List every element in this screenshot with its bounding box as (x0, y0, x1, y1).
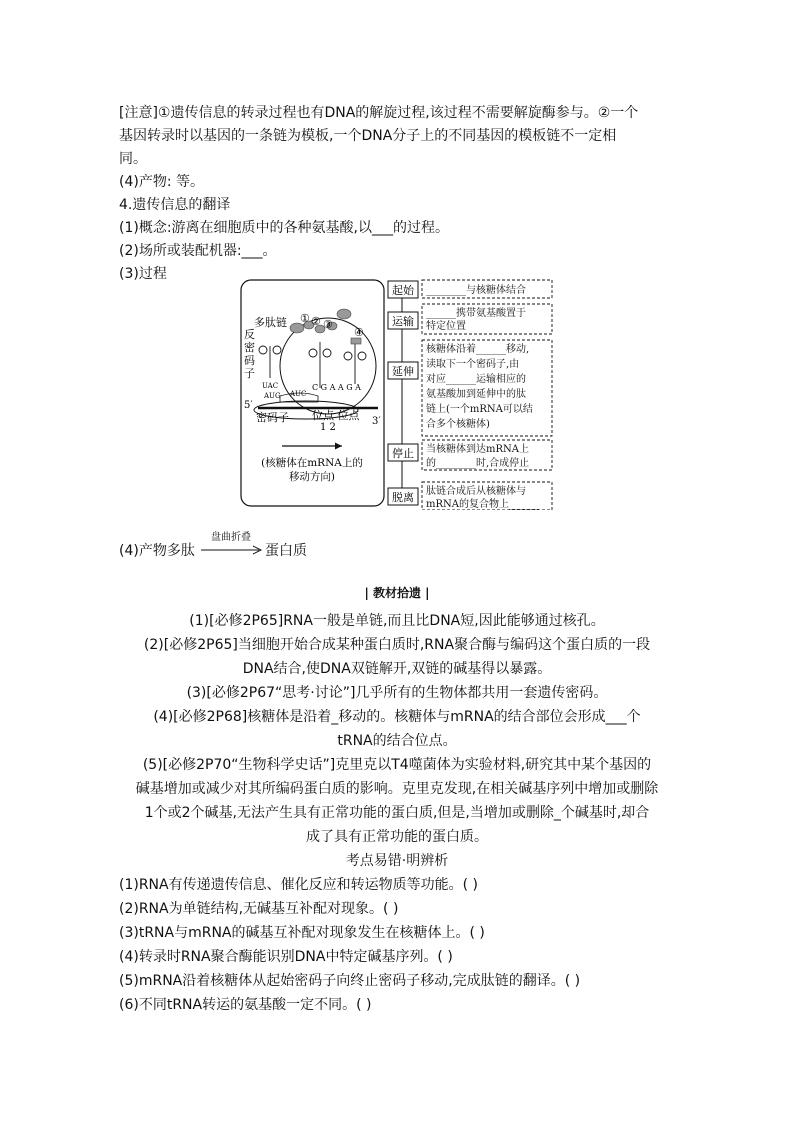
circled-2: ② (311, 315, 321, 328)
desc-transport-2: 特定位置 (426, 321, 466, 332)
desc-release-1: 肽链合成后从核糖体与 (426, 486, 526, 497)
translation-figure (240, 278, 555, 510)
section-title: 4.遗传信息的翻译 (119, 197, 231, 213)
supplement-item-3: (3)[必修2P67“思考·讨论”]几乎所有的生物体都共用一套遗传密码。 (186, 685, 608, 701)
desc-transport-1: ______携带氨基酸置于 (426, 308, 526, 319)
supplement-item-4a: (4)[必修2P68]核糖体是沿着_移动的。核糖体与mRNA的结合部位会形成___个 (153, 709, 641, 725)
stage-release: 脱离 (392, 491, 414, 504)
desc-start: ________与核糖体结合 (426, 285, 526, 296)
anticodon-seq-3: AUC (290, 390, 307, 398)
supplement-item-5b: 碱基增加或减少对其所编码蛋白质的影响。克里克发现,在相关碱基序列中增加或删除 (135, 781, 659, 797)
anticodon-seq-2: AUG (264, 392, 281, 400)
desc-elongate-2: 读取下一个密码子,由 (426, 359, 520, 370)
desc-elongate-1: 核糖体沿着______移动, (426, 344, 530, 355)
circled-1: ① (300, 312, 310, 325)
stage-start: 起始 (392, 284, 414, 297)
circled-3: ③ (323, 318, 333, 331)
sites-label: 位点 位点 (312, 409, 360, 422)
place-line: (2)场所或装配机器:___。 (119, 243, 277, 259)
site-numbers: 1 2 (320, 422, 336, 433)
product-line: (4)产物: 等。 (119, 174, 204, 190)
supplement-item-2a: (2)[必修2P65]当细胞开始合成某种蛋白质时,RNA聚合酶与编码这个蛋白质的一段 (143, 637, 651, 653)
supplement-item-1: (1)[必修2P65]RNA一般是单链,而且比DNA短,因此能够通过核孔。 (189, 613, 605, 629)
product-left: (4)产物多肽 (119, 543, 195, 559)
supplement-title: | 教材拾遗 | (364, 586, 430, 600)
desc-elongate-4: 氨基酸加到延伸中的肽 (426, 389, 526, 400)
error-item-2: (2)RNA为单链结构,无碱基互补配对现象。( ) (119, 901, 399, 917)
codon-sequence: C G A A G A (312, 383, 361, 392)
error-item-4: (4)转录时RNA聚合酶能识别DNA中特定碱基序列。( ) (119, 949, 453, 965)
note-line-3: 同。 (119, 151, 147, 167)
arrow-label: 盘曲折叠 (211, 532, 251, 543)
error-item-5: (5)mRNA沿着核糖体从起始密码子向终止密码子移动,完成肽链的翻译。( ) (119, 973, 581, 989)
polypeptide-label: 多肽链 (254, 316, 287, 329)
desc-elongate-6: 合多个核糖体) (426, 419, 490, 430)
errors-title: 考点易错·明辨析 (345, 853, 449, 869)
error-item-3: (3)tRNA与mRNA的碱基互补配对现象发生在核糖体上。( ) (119, 925, 485, 941)
supplement-item-5d: 成了具有正常功能的蛋白质。 (306, 829, 488, 845)
supplement-item-5a: (5)[必修2P70“生物科学史话”]克里克以T4噬菌体为实验材料,研究其中某个基因的 (142, 757, 652, 773)
fold-arrow (201, 544, 263, 556)
desc-elongate-3: 对应______运输相应的 (426, 374, 526, 385)
desc-stop-2: 的________时,合成停止 (426, 458, 530, 469)
stage-elongate: 延伸 (392, 365, 414, 378)
arrow-caption-2: 移动方向) (288, 471, 336, 483)
anticodon-label-2: 密 (244, 341, 255, 354)
error-item-6: (6)不同tRNA转运的氨基酸一定不同。( ) (119, 997, 372, 1013)
codon-label: 密码子 (256, 411, 289, 424)
process-line: (3)过程 (119, 266, 167, 282)
concept-line: (1)概念:游离在细胞质中的各种氨基酸,以___的过程。 (119, 220, 449, 236)
note-line-2: 基因转录时以基因的一条链为模板,一个DNA分子上的不同基因的模板链不一定相 (119, 128, 617, 144)
stage-stop: 停止 (392, 447, 414, 460)
desc-release-2: mRNA的复合物上______ (426, 499, 539, 510)
circled-4: ④ (354, 326, 364, 339)
supplement-item-4b: tRNA的结合位点。 (337, 733, 457, 749)
five-prime-label: 5′ (244, 400, 253, 411)
stage-transport: 运输 (392, 315, 414, 328)
error-item-1: (1)RNA有传递遗传信息、催化反应和转运物质等功能。( ) (119, 877, 478, 893)
arrow-caption-1: (核糖体在mRNA上的 (261, 457, 363, 469)
supplement-item-2b: DNA结合,使DNA双链解开,双链的碱基得以暴露。 (242, 661, 552, 677)
product-right: 蛋白质 (265, 543, 307, 559)
anticodon-label-4: 子 (244, 367, 255, 380)
note-line-1: [注意]①遗传信息的转录过程也有DNA的解旋过程,该过程不需要解旋酶参与。②一个 (119, 105, 639, 121)
desc-elongate-5: 链上(一个mRNA可以结 (426, 404, 533, 415)
supplement-item-5c: 1个或2个碱基,无法产生具有正常功能的蛋白质,但是,当增加或删除_个碱基时,却合 (144, 805, 650, 821)
anticodon-label-1: 反 (244, 328, 255, 341)
desc-stop-1: 当核糖体到达mRNA上 (426, 444, 529, 455)
three-prime-label: 3′ (372, 416, 381, 427)
anticodon-label-3: 码 (244, 354, 255, 367)
anticodon-seq-1: UAC (262, 382, 279, 390)
